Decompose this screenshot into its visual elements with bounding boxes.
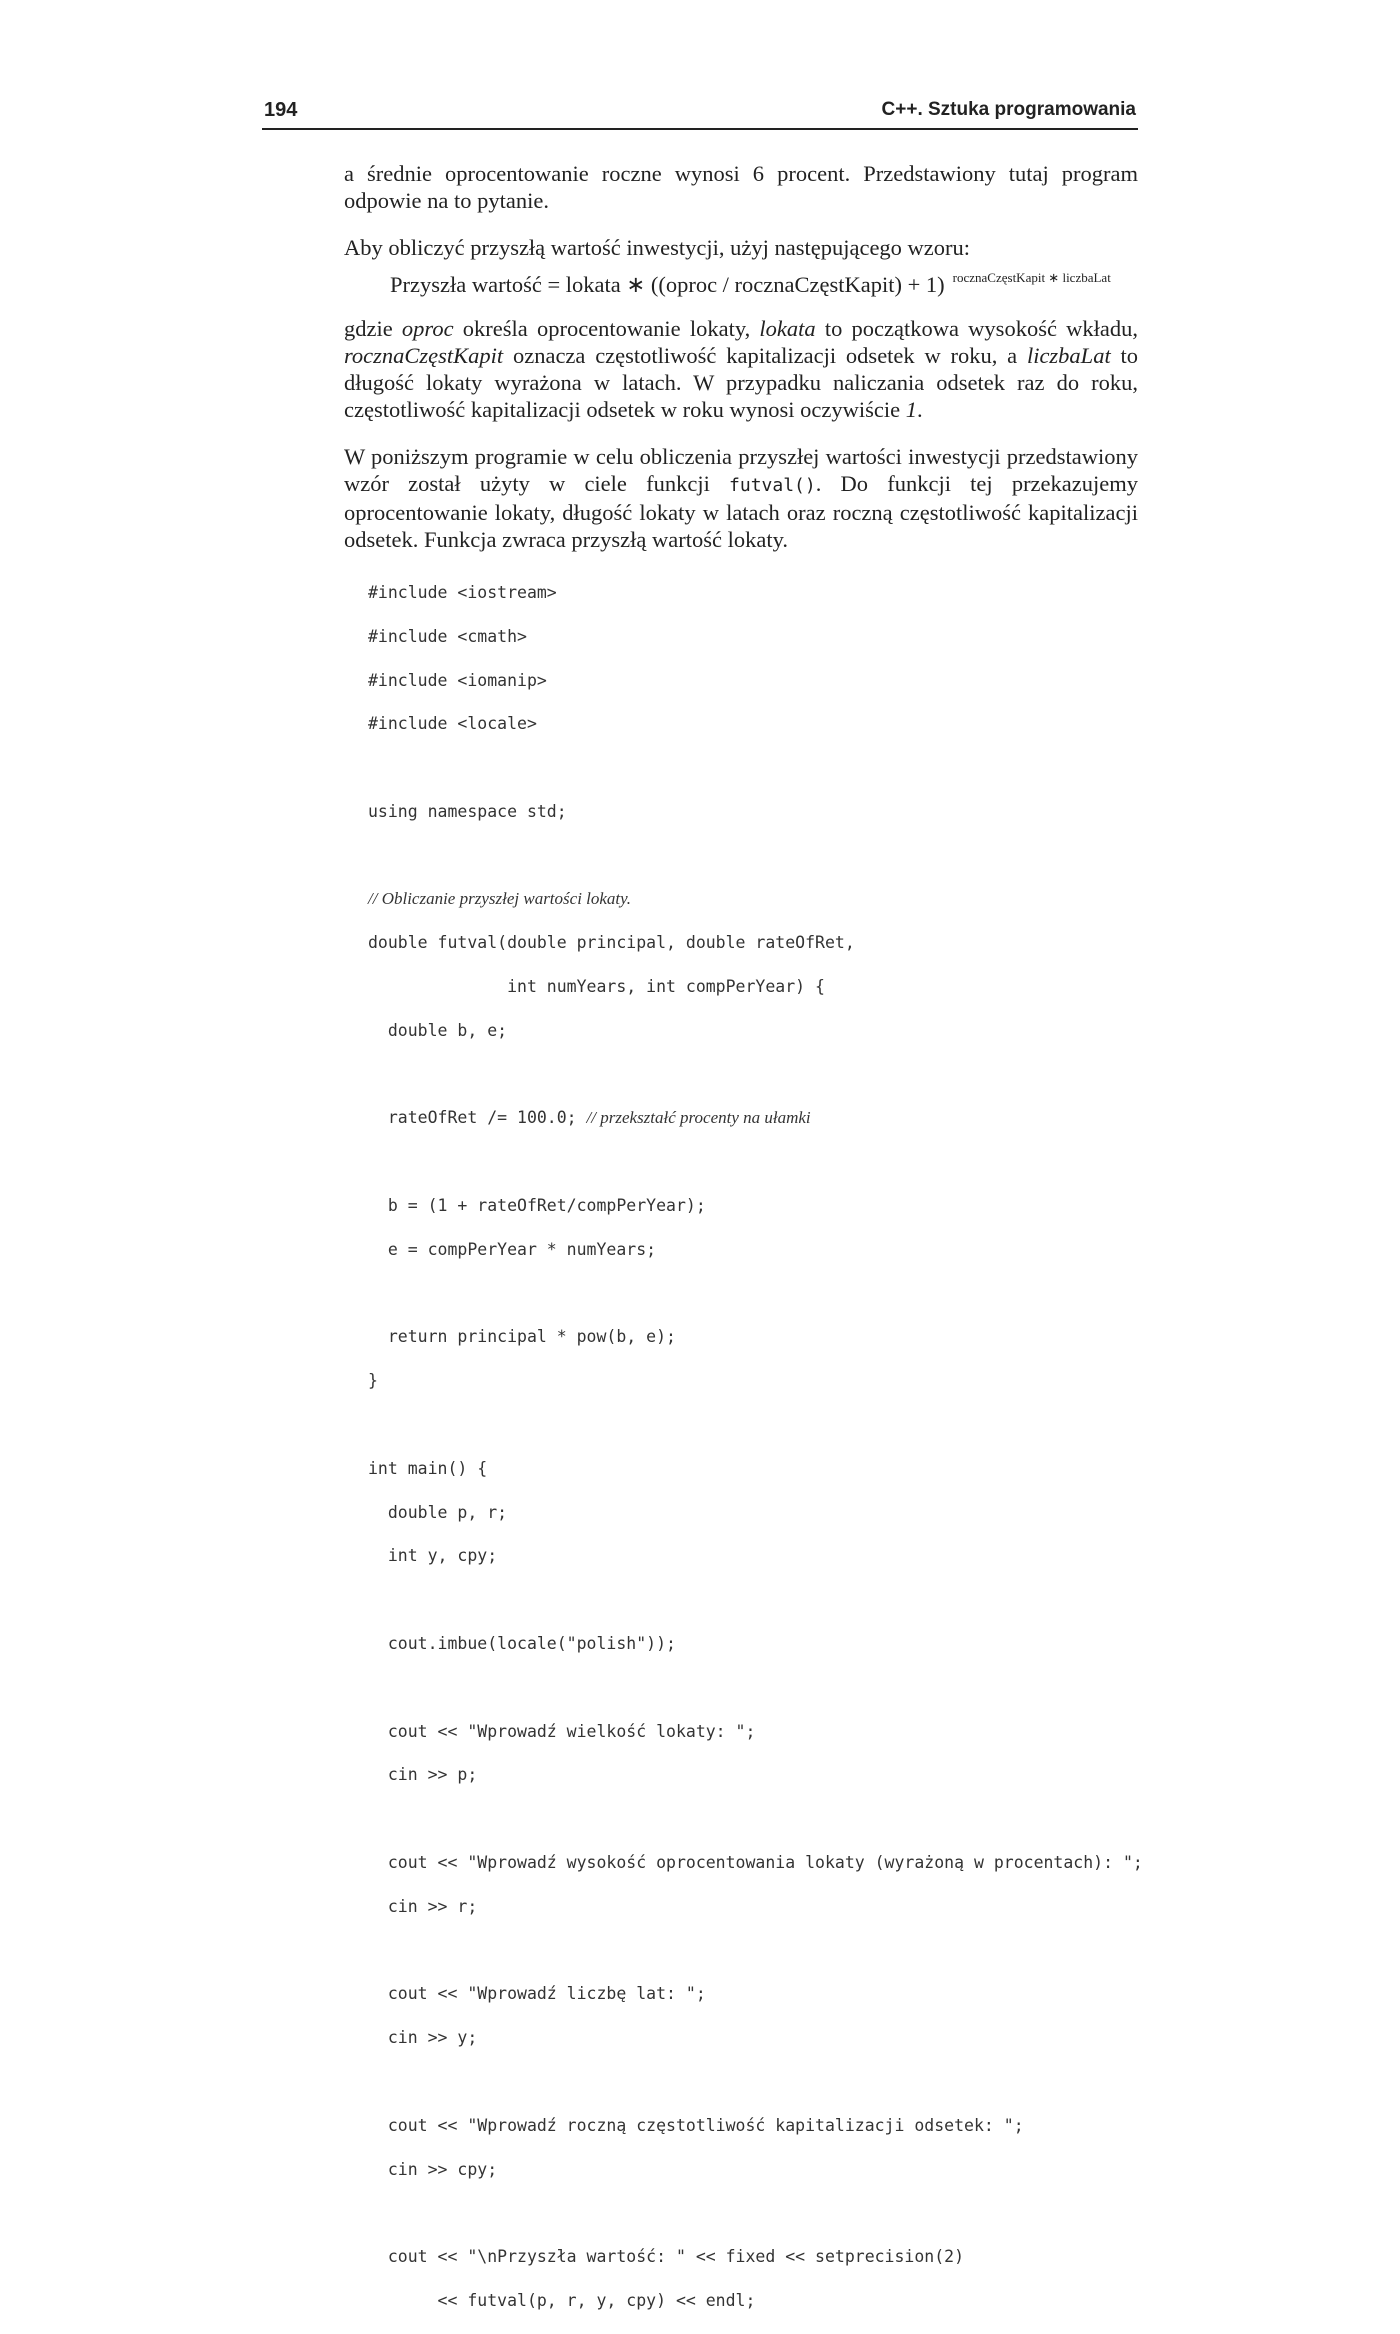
code-line: #include <locale> xyxy=(368,714,537,734)
code-line: int y, cpy; xyxy=(368,1546,498,1566)
code-line: cout.imbue(locale("polish")); xyxy=(368,1634,676,1654)
code-line: #include <iostream> xyxy=(368,582,557,602)
code-line xyxy=(368,2071,1143,2093)
code-line: b = (1 + rateOfRet/compPerYear); xyxy=(368,1196,706,1216)
code-line: int numYears, int compPerYear) { xyxy=(368,977,825,997)
code-line xyxy=(368,1064,1143,1086)
code-comment: // Obliczanie przyszłej wartości lokaty. xyxy=(368,889,632,909)
code-line xyxy=(368,1414,1143,1436)
code-line: cout << "\nPrzyszła wartość: " << fixed << setprecision(2) xyxy=(368,2247,965,2267)
code-line: cin >> cpy; xyxy=(368,2159,498,2179)
code-line: using namespace std; xyxy=(368,801,567,821)
code-line xyxy=(368,1283,1143,1305)
code-line: cout << "Wprowadź roczną częstotliwość kapitalizacji odsetek: "; xyxy=(368,2115,1024,2135)
page-number: 194 xyxy=(264,99,298,121)
code-line xyxy=(368,1940,1143,1962)
inline-code: futval() xyxy=(729,475,816,496)
text-run: gdzie xyxy=(344,316,402,341)
formula-exponent: rocznaCzęstKapit ∗ liczbaLat xyxy=(952,270,1111,285)
code-line xyxy=(368,757,1143,779)
formula-main: Przyszła wartość = lokata ∗ ((oproc / rocznaCzęstKapit) + 1) xyxy=(390,272,945,297)
running-title: C++. Sztuka programowania xyxy=(881,99,1136,120)
code-line: return principal * pow(b, e); xyxy=(368,1327,676,1347)
variable-name: lokata xyxy=(759,316,816,341)
code-line xyxy=(368,1589,1143,1611)
body-text xyxy=(344,160,1138,573)
code-line: double p, r; xyxy=(368,1502,508,1522)
code-line: cin >> r; xyxy=(368,1896,478,1916)
text-run: to początkowa wysokość wkładu, xyxy=(815,316,1138,341)
code-line: cin >> p; xyxy=(368,1765,478,1785)
code-line: double b, e; xyxy=(368,1020,508,1040)
code-line: cout << "Wprowadź wielkość lokaty: "; xyxy=(368,1721,756,1741)
variable-name: rocznaCzęstKapit xyxy=(344,343,504,368)
code-line: } xyxy=(368,1371,378,1391)
code-listing xyxy=(368,560,1143,2334)
code-line: cout << "Wprowadź wysokość oprocentowania lokaty (wyrażoną w procentach): "; xyxy=(368,1853,1143,1873)
page-header xyxy=(262,96,1138,130)
code-line: #include <cmath> xyxy=(368,626,527,646)
code-line: cout << "Wprowadź liczbę lat: "; xyxy=(368,1984,706,2004)
paragraph-intro: a średnie oprocentowanie roczne wynosi 6 procent. Przedstawiony tutaj program odpowie na to pytanie. xyxy=(344,161,1138,213)
code-line xyxy=(368,1151,1143,1173)
paragraph-program-description xyxy=(344,443,1138,553)
text-run: oznacza częstotliwość kapitalizacji odsetek w roku, a xyxy=(503,343,1027,368)
code-line: << futval(p, r, y, cpy) << endl; xyxy=(368,2290,756,2310)
text-run: określa oprocentowanie lokaty, xyxy=(453,316,760,341)
code-line xyxy=(368,1107,1143,1129)
code-line xyxy=(368,845,1143,867)
code-line: e = compPerYear * numYears; xyxy=(368,1239,657,1259)
text-run: . Do funkcji tej przekazujemy oprocentowanie lokaty, długość lokaty w latach oraz roczną częstotliwość kapitalizacji odsetek. Funkcja zwraca przyszłą wartość lokaty. xyxy=(344,471,1138,552)
paragraph-variables xyxy=(344,315,1138,423)
text-run: to długość lokaty wyrażona w latach. W przypadku naliczania odsetek raz do roku, częstotliwość kapitalizacji odsetek w roku wynosi oczywiście xyxy=(344,343,1138,422)
code-line: #include <iomanip> xyxy=(368,670,547,690)
code-comment: // przekształć procenty na ułamki xyxy=(586,1108,811,1128)
future-value-formula xyxy=(390,271,1138,301)
variable-name: liczbaLat xyxy=(1026,343,1111,368)
text-run: W poniższym programie w celu obliczenia przyszłej wartości inwestycji przedstawiony wzór został użyty w ciele funkcji xyxy=(344,444,1138,496)
code-line xyxy=(368,2202,1143,2224)
code-line: double futval(double principal, double rateOfRet, xyxy=(368,933,855,953)
code-line: cin >> y; xyxy=(368,2028,478,2048)
paragraph-formula-intro: Aby obliczyć przyszłą wartość inwestycji, użyj następującego wzoru: xyxy=(344,235,971,260)
code-line xyxy=(368,1677,1143,1699)
code-statement: rateOfRet /= 100.0; xyxy=(368,1108,587,1128)
text-run: . xyxy=(916,397,923,422)
variable-name: 1 xyxy=(905,397,917,422)
code-line: int main() { xyxy=(368,1458,488,1478)
variable-name: oproc xyxy=(401,316,454,341)
